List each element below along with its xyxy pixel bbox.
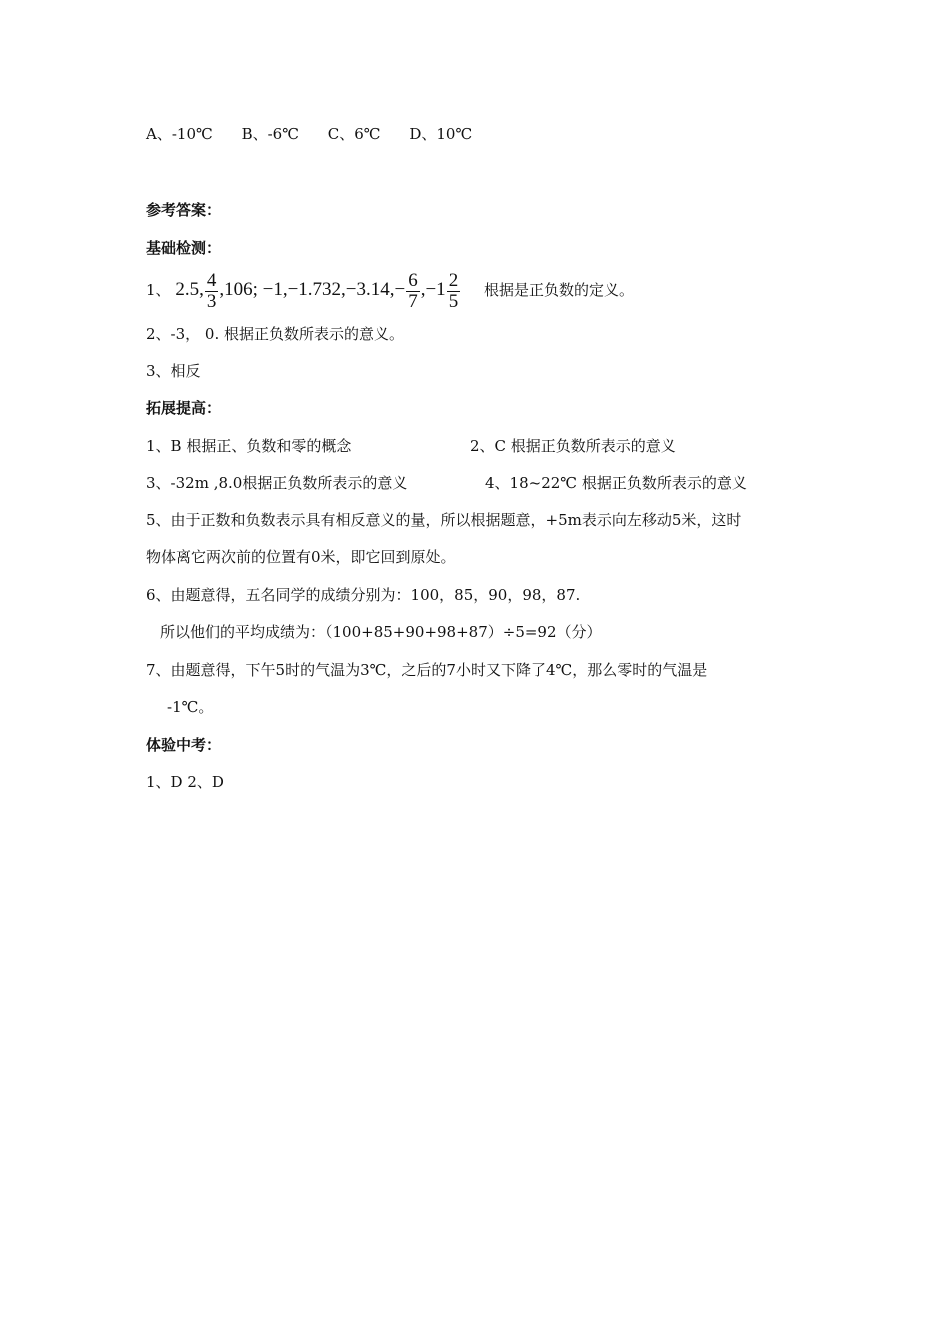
answer-title: 参考答案： [146,201,222,219]
option-a: A、-10℃ [146,125,213,143]
extend-q4: 4、18~22℃ 根据正负数所表示的意义 [485,474,747,492]
section-basic-title: 基础检测： [146,239,222,257]
fraction-2-5: $\frac{2}{5}$ [448,269,459,312]
q1-part2: ,106; −1,−1.732,−3.14,− [219,279,406,300]
exam-answers: 1、D 2、D [146,773,224,791]
q1-prefix: 1、 [146,281,171,299]
option-c: C、6℃ [327,125,381,143]
extend-q6-line1: 6、由题意得，五名同学的成绩分别为：100，85，90，98，87. [146,586,581,604]
basic-q3: 3、相反 [146,362,201,380]
q1-note: 根据是正负数的定义。 [483,281,634,299]
extend-q5-line2: 物体离它两次前的位置有0米，即它回到原处。 [146,548,456,566]
extend-q5-line1: 5、由于正数和负数表示具有相反意义的量，所以根据题意，+5m表示向左移动5米，这时 [146,511,742,529]
option-d: D、10℃ [409,125,473,143]
extend-q1: 1、B 根据正、负数和零的概念 [146,437,352,455]
basic-q2: 2、-3， 0. 根据正负数所表示的意义。 [146,325,405,343]
options-line [146,124,472,144]
extend-q3: 3、-32m ,8.0根据正负数所表示的意义 [146,474,408,492]
q1-part3: ,−1 [420,279,446,300]
basic-q1 [146,268,634,312]
extend-q2: 2、C 根据正负数所表示的意义 [470,437,676,455]
extend-q7-line2: -1℃。 [167,698,214,716]
extend-q6-line2: 所以他们的平均成绩为：（100+85+90+98+87）÷5=92（分） [160,623,602,641]
section-extend-title: 拓展提高： [146,399,222,417]
option-b: B、-6℃ [241,125,299,143]
extend-q7-line1: 7、由题意得，下午5时的气温为3℃，之后的7小时又下降了4℃，那么零时的气温是 [146,661,708,679]
fraction-6-7: $\frac{6}{7}$ [408,269,418,312]
section-exam-title: 体验中考： [146,736,222,754]
q1-part1: 2.5, [175,279,204,300]
fraction-4-3: $\frac{4}{3}$ [206,269,217,312]
